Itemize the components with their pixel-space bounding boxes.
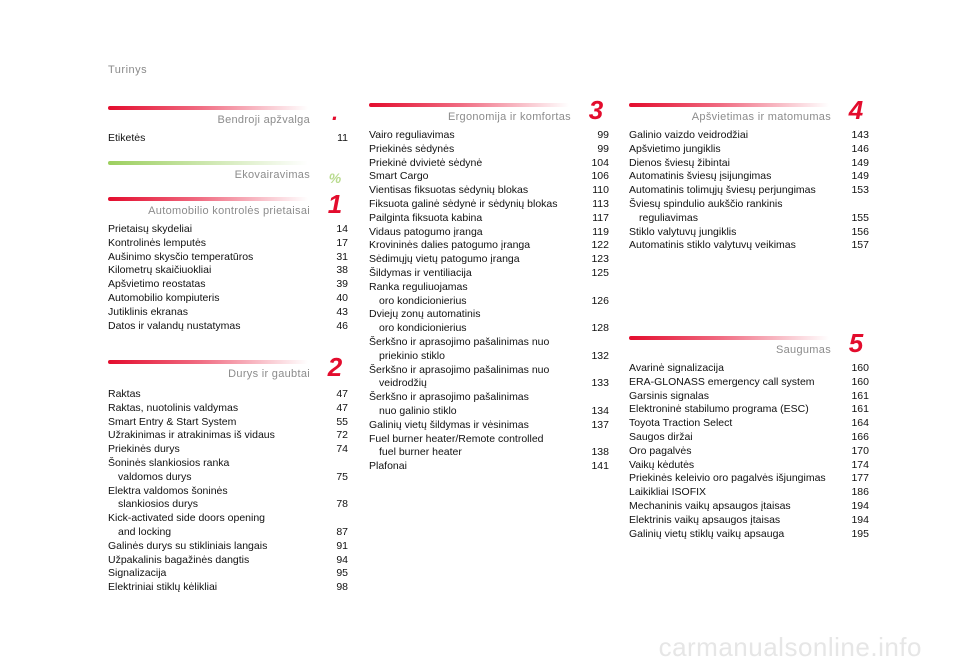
entry-page-number: 113 [592, 197, 609, 210]
toc-entry[interactable] [108, 540, 348, 554]
entry-label: Fuel burner heater/Remote controlled [369, 432, 544, 445]
entry-page-number: 126 [591, 294, 609, 307]
toc-entry[interactable] [108, 320, 348, 334]
entry-label: Automatinis tolimųjų šviesų perjungimas [629, 184, 816, 197]
entry-label: ERA-GLONASS emergency call system [629, 375, 815, 388]
entry-page-number: 156 [851, 225, 869, 238]
toc-entry[interactable] [369, 460, 609, 474]
toc-entry[interactable] [369, 129, 609, 143]
entry-page-number: 149 [851, 170, 869, 183]
toc-entry[interactable] [369, 391, 609, 419]
section-bar [108, 360, 308, 364]
toc-entry[interactable] [629, 486, 869, 500]
toc-entry[interactable] [629, 143, 869, 157]
entry-page-number: 104 [591, 156, 609, 169]
entry-label: Vairo reguliavimas [369, 129, 455, 141]
entry-label-continued: valdomos durys [118, 470, 192, 483]
toc-entry[interactable] [108, 416, 348, 430]
entry-label-continued: nuo galinio stiklo [379, 404, 457, 417]
entry-page-number: 143 [851, 129, 869, 141]
entry-page-number: 74 [336, 443, 348, 456]
entry-page-number: 160 [851, 375, 869, 388]
entry-label: Kilometrų skaičiuokliai [108, 264, 212, 277]
entry-page-number: 174 [851, 458, 869, 471]
entry-page-number: 177 [851, 472, 869, 485]
entry-page-number: 55 [336, 415, 348, 428]
toc-entry[interactable] [629, 528, 869, 542]
toc-entry[interactable] [108, 485, 348, 513]
column-middle [369, 0, 609, 666]
section-title: Automobilio kontrolės prietaisai [148, 205, 310, 217]
entry-page-number: 95 [336, 567, 348, 580]
entry-label: Ranka reguliuojamas [369, 280, 468, 293]
section-bar [629, 336, 829, 340]
section-eco-driving [108, 159, 348, 187]
toc-entry[interactable] [629, 417, 869, 431]
entry-page-number: 123 [591, 253, 609, 266]
toc-entry[interactable] [629, 472, 869, 486]
entry-label-continued: and locking [118, 525, 172, 538]
entry-label: Oro pagalvės [629, 444, 692, 457]
toc-entry[interactable] [369, 143, 609, 157]
entry-page-number: 138 [591, 446, 609, 459]
entry-page-number: 94 [336, 553, 348, 566]
toc-entry[interactable] [108, 581, 348, 595]
toc-entry[interactable] [629, 157, 869, 171]
section-bar [108, 197, 308, 201]
entry-label: Priekinės sėdynės [369, 142, 455, 155]
toc-entry[interactable] [108, 429, 348, 443]
section-title: Saugumas [776, 344, 831, 356]
entry-label: Jutiklinis ekranas [108, 305, 188, 318]
toc-entry[interactable] [369, 212, 609, 226]
entry-page-number: 134 [591, 404, 609, 417]
entry-page-number: 125 [591, 266, 609, 279]
entry-page-number: 11 [337, 132, 348, 144]
toc-entry[interactable] [629, 226, 869, 240]
entry-page-number: 166 [851, 430, 869, 443]
entry-label: Aušinimo skysčio temperatūros [108, 250, 254, 263]
entry-page-number: 141 [591, 460, 609, 473]
toc-list [108, 388, 348, 595]
toc-entry[interactable] [369, 239, 609, 253]
entry-label: Plafonai [369, 460, 407, 473]
toc-entry[interactable] [629, 514, 869, 528]
section-number: 3 [588, 95, 604, 125]
section-title: Apšvietimas ir matomumas [691, 111, 831, 123]
entry-page-number: 119 [592, 225, 609, 238]
toc-entry[interactable] [629, 170, 869, 184]
entry-page-number: 161 [851, 403, 869, 416]
entry-label: Mechaninis vaikų apsaugos įtaisas [629, 499, 791, 512]
entry-page-number: 47 [336, 388, 348, 400]
entry-label: Smart Cargo [369, 170, 429, 183]
entry-page-number: 153 [851, 184, 869, 197]
entry-page-number: 14 [336, 223, 348, 235]
entry-label: Apšvietimo reostatas [108, 278, 206, 291]
toc-entry[interactable] [369, 281, 609, 309]
entry-label: Dienos šviesų žibintai [629, 156, 730, 169]
toc-entry[interactable] [108, 264, 348, 278]
section-bar [369, 103, 569, 107]
entry-label: Šviesų spindulio aukščio rankinis [629, 197, 783, 210]
entry-label: Šildymas ir ventiliacija [369, 266, 472, 279]
entry-page-number: 39 [336, 278, 348, 291]
entry-page-number: 128 [591, 322, 609, 335]
section-title: Ergonomija ir komfortas [447, 111, 571, 123]
toc-entry[interactable] [108, 278, 348, 292]
toc-entry[interactable] [108, 567, 348, 581]
entry-page-number: 87 [336, 525, 348, 538]
entry-page-number: 146 [851, 142, 869, 155]
entry-page-number: 106 [591, 170, 609, 183]
entry-page-number: 194 [851, 499, 869, 512]
entry-page-number: 17 [336, 236, 348, 249]
toc-list [629, 362, 869, 541]
entry-label: Šerkšno ir aprasojimo pašalinimas nuo [369, 335, 550, 348]
entry-label: Kick-activated side doors opening [108, 512, 266, 525]
section-bar [629, 103, 829, 107]
toc-entry[interactable] [108, 223, 348, 237]
column-right [629, 0, 869, 666]
entry-label: Galinio vaizdo veidrodžiai [629, 129, 749, 141]
entry-page-number: 155 [851, 211, 869, 224]
entry-page-number: 91 [336, 539, 348, 552]
entry-page-number: 160 [851, 362, 869, 374]
entry-page-number: 43 [336, 305, 348, 318]
entry-label: Elektrinis vaikų apsaugos įtaisas [629, 513, 781, 526]
entry-label: Krovininės dalies patogumo įranga [369, 239, 531, 252]
entry-label: Šerkšno ir aprasojimo pašalinimas [369, 391, 529, 404]
entry-label: Smart Entry & Start System [108, 415, 237, 428]
entry-label: Kontrolinės lemputės [108, 236, 207, 249]
entry-label: Šerkšno ir aprasojimo pašalinimas nuo [369, 363, 550, 376]
entry-label: Toyota Traction Select [629, 417, 733, 430]
entry-label: Elektroninė stabilumo programa (ESC) [629, 403, 809, 416]
entry-label: Raktas [108, 388, 141, 400]
entry-page-number: 99 [597, 129, 609, 141]
entry-label: Apšvietimo jungiklis [629, 142, 721, 155]
entry-page-number: 117 [592, 211, 609, 224]
toc-entry[interactable] [108, 388, 348, 402]
entry-label: Fiksuota galinė sėdynė ir sėdynių blokas [369, 197, 558, 210]
entry-label: Vientisas fiksuotas sėdynių blokas [369, 184, 529, 197]
section-bar [108, 161, 308, 165]
entry-page-number: 38 [336, 264, 348, 277]
toc-entry[interactable] [108, 251, 348, 265]
toc-entry[interactable] [629, 445, 869, 459]
entry-label: Pailginta fiksuota kabina [369, 211, 483, 224]
entry-label: Galinių vietų stiklų vaikų apsauga [629, 527, 785, 540]
entry-label: Saugos diržai [629, 430, 693, 443]
section-header [629, 95, 869, 129]
section-general-overview [108, 100, 348, 146]
entry-page-number: 137 [591, 418, 609, 431]
entry-label: Sėdimųjų vietų patogumo įranga [369, 253, 520, 266]
section-title: Ekovairavimas [234, 169, 310, 181]
entry-label: Užpakalinis bagažinės dangtis [108, 553, 250, 566]
entry-label: Laikikliai ISOFIX [629, 486, 707, 499]
section-number: % [328, 170, 342, 186]
section-header [108, 159, 348, 187]
entry-page-number: 186 [851, 486, 869, 499]
toc-entry[interactable] [108, 292, 348, 306]
toc-entry[interactable] [369, 184, 609, 198]
entry-page-number: 157 [851, 239, 869, 252]
toc-entry[interactable] [629, 431, 869, 445]
toc-entry[interactable] [629, 184, 869, 198]
toc-entry[interactable] [108, 402, 348, 416]
page-title: Turinys [108, 64, 148, 76]
toc-entry[interactable] [369, 267, 609, 281]
entry-label-continued: slankiosios durys [118, 498, 198, 511]
entry-label: Avarinė signalizacija [629, 362, 724, 374]
entry-page-number: 164 [851, 417, 869, 430]
watermark: carmanualsonline.info [658, 632, 922, 662]
entry-label: Vaikų kėdutės [629, 458, 695, 471]
toc-entry[interactable] [629, 376, 869, 390]
entry-page-number: 31 [336, 250, 348, 263]
entry-page-number: 149 [851, 156, 869, 169]
entry-page-number: 110 [592, 184, 609, 197]
toc-list [369, 129, 609, 474]
entry-page-number: 46 [336, 319, 348, 332]
entry-label-continued: reguliavimas [639, 211, 698, 224]
entry-label: Elektra valdomos šoninės [108, 484, 228, 497]
toc-entry[interactable] [369, 308, 609, 336]
entry-label: Dviejų zonų automatinis [369, 308, 481, 321]
section-4 [629, 95, 869, 253]
toc-entry[interactable] [629, 390, 869, 404]
toc-entry[interactable] [369, 433, 609, 461]
entry-label-continued: fuel burner heater [379, 446, 462, 459]
section-number: 1 [327, 189, 343, 219]
entry-label-continued: oro kondicionierius [379, 294, 467, 307]
entry-label: Priekinė dvivietė sėdynė [369, 156, 483, 169]
section-header [369, 95, 609, 129]
entry-label: Raktas, nuotolinis valdymas [108, 401, 239, 414]
entry-page-number: 195 [851, 527, 869, 540]
section-number: . [331, 100, 339, 125]
entry-page-number: 40 [336, 291, 348, 304]
column-left [108, 0, 348, 666]
entry-page-number: 122 [591, 239, 609, 252]
toc-entry[interactable] [629, 129, 869, 143]
entry-label: Automatinis stiklo valytuvų veikimas [629, 239, 796, 252]
section-header [108, 100, 348, 132]
toc-list [108, 132, 348, 146]
entry-label: Datos ir valandų nustatymas [108, 319, 241, 332]
entry-label: Stiklo valytuvų jungiklis [629, 225, 737, 238]
section-header [629, 328, 869, 362]
toc-entry[interactable] [629, 500, 869, 514]
entry-label: Etiketės [108, 132, 146, 144]
section-2 [108, 352, 348, 595]
entry-page-number: 99 [597, 142, 609, 155]
toc-entry[interactable] [369, 253, 609, 267]
section-number: 4 [848, 95, 864, 125]
toc-list [108, 223, 348, 333]
toc-entry[interactable] [108, 512, 348, 540]
entry-label-continued: oro kondicionierius [379, 322, 467, 335]
entry-page-number: 47 [336, 401, 348, 414]
section-header [108, 352, 348, 386]
toc-entry[interactable] [629, 459, 869, 473]
section-title: Bendroji apžvalga [217, 114, 310, 126]
entry-page-number: 75 [336, 470, 348, 483]
section-number: 2 [327, 352, 343, 382]
entry-label: Vidaus patogumo įranga [369, 225, 483, 238]
section-header [108, 189, 348, 223]
toc-entry[interactable] [369, 226, 609, 240]
entry-page-number: 170 [851, 444, 869, 457]
entry-page-number: 72 [336, 429, 348, 442]
toc-list [629, 129, 869, 253]
toc-entry[interactable] [108, 132, 348, 146]
entry-page-number: 78 [336, 498, 348, 511]
entry-label: Galinių vietų šildymas ir vėsinimas [369, 418, 529, 431]
entry-label: Automatinis šviesų įsijungimas [629, 170, 772, 183]
toc-entry[interactable] [108, 306, 348, 320]
entry-label-continued: priekinio stiklo [379, 349, 445, 362]
toc-entry[interactable] [369, 170, 609, 184]
toc-entry[interactable] [629, 198, 869, 226]
entry-label: Elektriniai stiklų kėlikliai [108, 581, 218, 594]
entry-page-number: 133 [591, 377, 609, 390]
section-number: 5 [848, 328, 864, 358]
toc-entry[interactable] [369, 157, 609, 171]
entry-page-number: 194 [851, 513, 869, 526]
entry-label: Garsinis signalas [629, 389, 709, 402]
section-1 [108, 189, 348, 333]
toc-entry[interactable] [369, 364, 609, 392]
toc-entry[interactable] [629, 362, 869, 376]
section-title: Durys ir gaubtai [228, 368, 310, 380]
entry-page-number: 132 [591, 349, 609, 362]
section-3 [369, 95, 609, 474]
entry-label: Šoninės slankiosios ranka [108, 456, 230, 469]
entry-label: Automobilio kompiuteris [108, 291, 220, 304]
entry-label: Galinės durys su stikliniais langais [108, 539, 268, 552]
entry-label: Priekinės durys [108, 443, 180, 456]
entry-page-number: 98 [336, 581, 348, 594]
toc-entry[interactable] [369, 419, 609, 433]
toc-entry[interactable] [369, 336, 609, 364]
toc-entry[interactable] [629, 403, 869, 417]
entry-label-continued: veidrodžių [379, 377, 427, 390]
section-5 [629, 328, 869, 541]
toc-entry[interactable] [629, 239, 869, 253]
toc-entry[interactable] [108, 443, 348, 457]
toc-entry[interactable] [108, 457, 348, 485]
entry-label: Prietaisų skydeliai [108, 223, 193, 235]
toc-entry[interactable] [369, 198, 609, 212]
entry-page-number: 161 [851, 389, 869, 402]
toc-entry[interactable] [108, 237, 348, 251]
entry-label: Užrakinimas ir atrakinimas iš vidaus [108, 429, 275, 442]
toc-entry[interactable] [108, 554, 348, 568]
section-bar [108, 106, 308, 110]
entry-label: Priekinės keleivio oro pagalvės išjungimas [629, 472, 826, 485]
entry-label: Signalizacija [108, 567, 167, 580]
